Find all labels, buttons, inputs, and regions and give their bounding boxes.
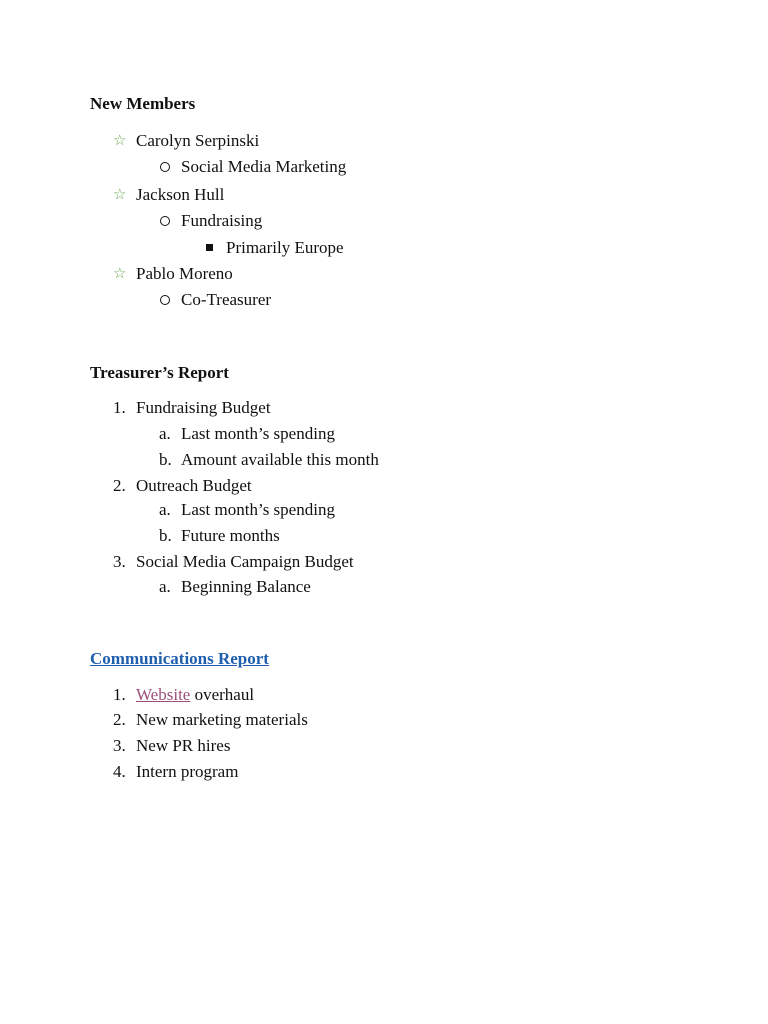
- list-number: 3.: [113, 736, 126, 755]
- item-label: Future months: [181, 526, 280, 545]
- item-label: Amount available this month: [181, 450, 379, 469]
- list-letter: b.: [159, 526, 172, 545]
- circle-bullet-icon: [160, 216, 170, 226]
- item-label: Intern program: [136, 762, 239, 781]
- member-role: Social Media Marketing: [181, 157, 347, 176]
- item-label-rest: overhaul: [190, 685, 255, 704]
- member-detail: Primarily Europe: [226, 238, 344, 257]
- list-number: 3.: [113, 552, 126, 571]
- circle-bullet-icon: [160, 162, 170, 172]
- list-letter: a.: [159, 500, 171, 519]
- member-name: Carolyn Serpinski: [136, 131, 260, 150]
- square-bullet-icon: [206, 244, 213, 251]
- star-icon: ☆: [113, 131, 127, 149]
- list-number: 4.: [113, 762, 126, 781]
- member-role: Fundraising: [181, 211, 263, 230]
- item-label: New marketing materials: [136, 710, 308, 729]
- list-letter: b.: [159, 450, 172, 469]
- item-label: Beginning Balance: [181, 577, 311, 596]
- list-number: 1.: [113, 398, 126, 417]
- item-label: Outreach Budget: [136, 476, 252, 495]
- treasurers-report-heading: Treasurer’s Report: [90, 363, 229, 382]
- item-label: Last month’s spending: [181, 500, 335, 519]
- list-number: 2.: [113, 476, 126, 495]
- list-letter: a.: [159, 577, 171, 596]
- communications-report-heading-link[interactable]: Communications Report: [90, 649, 269, 668]
- member-name: Jackson Hull: [136, 185, 225, 204]
- item-label: Social Media Campaign Budget: [136, 552, 354, 571]
- item-label: [136, 685, 254, 705]
- circle-bullet-icon: [160, 295, 170, 305]
- item-label: Last month’s spending: [181, 424, 335, 443]
- item-label: Fundraising Budget: [136, 398, 271, 417]
- list-number: 1.: [113, 685, 126, 704]
- new-members-heading: New Members: [90, 94, 196, 113]
- star-icon: ☆: [113, 185, 127, 203]
- member-role: Co-Treasurer: [181, 290, 272, 309]
- star-icon: ☆: [113, 264, 127, 282]
- member-name: Pablo Moreno: [136, 264, 233, 283]
- list-letter: a.: [159, 424, 171, 443]
- list-number: 2.: [113, 710, 126, 729]
- item-label: New PR hires: [136, 736, 231, 755]
- website-link[interactable]: Website: [136, 685, 191, 704]
